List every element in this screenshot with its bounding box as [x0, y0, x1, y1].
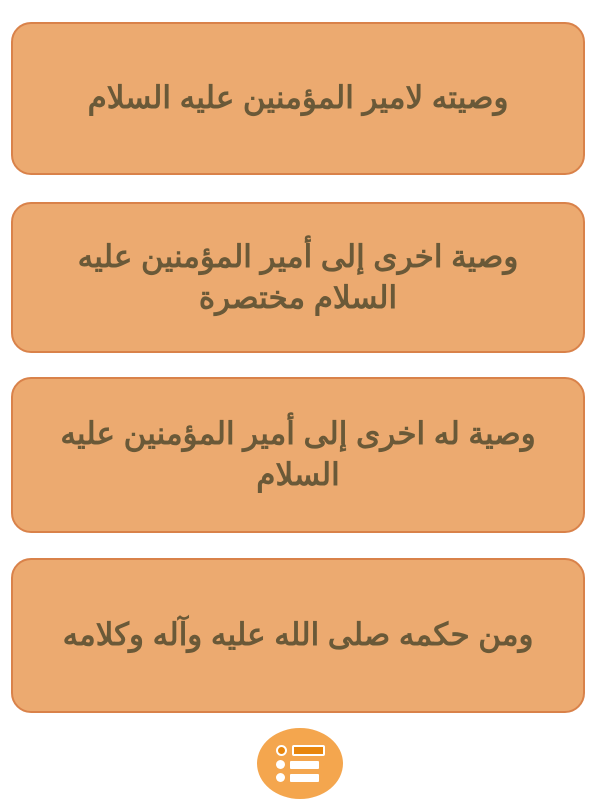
menu-item-label: ومن حكمه صلى الله عليه وآله وكلامه — [62, 617, 534, 653]
list-icon-row — [276, 773, 325, 782]
list-icon-row-active — [276, 745, 325, 756]
list-icon-bar — [290, 774, 319, 782]
menu-item-label: وصية له اخرى إلى أمير المؤمنين عليه السلام — [60, 416, 536, 492]
menu-item-hikam[interactable] — [11, 558, 585, 713]
menu-item-label: وصية اخرى إلى أمير المؤمنين عليه السلام مختصرة — [77, 238, 519, 315]
menu-item-wasiyyah-3[interactable] — [11, 377, 585, 533]
list-icon — [276, 745, 325, 782]
list-icon-row — [276, 760, 325, 769]
list-icon-bullet — [276, 760, 285, 769]
menu-item-wasiyyah-1[interactable] — [11, 22, 585, 175]
list-icon-bullet-active — [276, 745, 287, 756]
list-fab-button[interactable] — [257, 728, 343, 799]
list-icon-bullet — [276, 773, 285, 782]
menu-item-wasiyyah-2[interactable] — [11, 202, 585, 353]
menu-item-label: وصيته لامير المؤمنين عليه السلام — [87, 80, 509, 116]
list-icon-bar-active — [292, 745, 325, 756]
list-icon-bar — [290, 761, 319, 769]
